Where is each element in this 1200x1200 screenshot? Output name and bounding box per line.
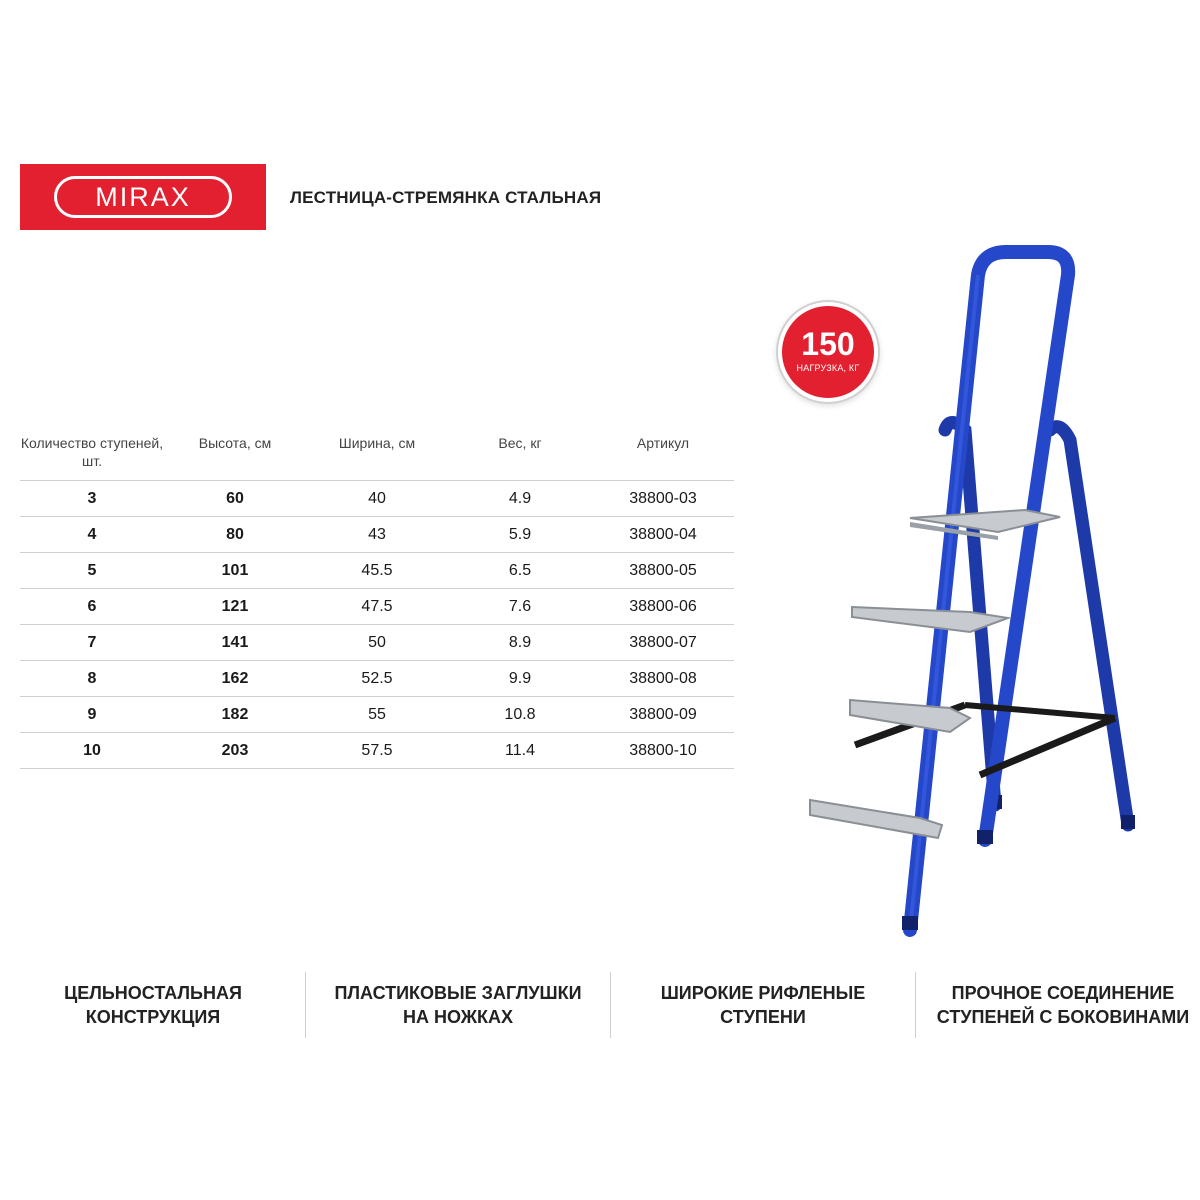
cell-height: 141 (164, 625, 306, 661)
feature-item (320, 972, 596, 1038)
load-value: 150 (801, 326, 855, 362)
table-row (20, 481, 734, 517)
feature-item (926, 972, 1200, 1038)
cell-weight: 8.9 (448, 625, 592, 661)
feature-line: ПРОЧНОЕ СОЕДИНЕНИЕ (951, 983, 1175, 1003)
cell-steps: 8 (20, 661, 164, 697)
feature-line: СТУПЕНИ (720, 1007, 806, 1027)
cell-steps: 5 (20, 553, 164, 589)
header-weight: Вес, кг (448, 430, 592, 481)
cell-weight: 6.5 (448, 553, 592, 589)
feature-item (60, 972, 246, 1038)
feature-line: ПЛАСТИКОВЫЕ ЗАГЛУШКИ (334, 983, 582, 1003)
cell-height: 60 (164, 481, 306, 517)
cell-weight: 7.6 (448, 589, 592, 625)
cell-width: 47.5 (306, 589, 448, 625)
cell-article: 38800-08 (592, 661, 734, 697)
cell-height: 203 (164, 733, 306, 769)
product-title: ЛЕСТНИЦА-СТРЕМЯНКА СТАЛЬНАЯ (290, 188, 602, 207)
cell-weight: 11.4 (448, 733, 592, 769)
feature-item (640, 972, 886, 1038)
cell-article: 38800-09 (592, 697, 734, 733)
cell-height: 80 (164, 517, 306, 553)
cell-width: 40 (306, 481, 448, 517)
cell-steps: 9 (20, 697, 164, 733)
table-header-row (20, 430, 734, 481)
table-row (20, 553, 734, 589)
feature-divider (610, 972, 611, 1038)
feature-divider (305, 972, 306, 1038)
feature-line: НА НОЖКАХ (402, 1007, 514, 1027)
cell-width: 57.5 (306, 733, 448, 769)
cell-height: 121 (164, 589, 306, 625)
load-label: НАГРУЗКА, КГ (796, 363, 860, 373)
cell-article: 38800-05 (592, 553, 734, 589)
cell-steps: 6 (20, 589, 164, 625)
cell-article: 38800-03 (592, 481, 734, 517)
feature-line: СТУПЕНЕЙ С БОКОВИНАМИ (936, 1007, 1190, 1027)
feature-divider (915, 972, 916, 1038)
cell-width: 52.5 (306, 661, 448, 697)
cell-width: 50 (306, 625, 448, 661)
cell-steps: 4 (20, 517, 164, 553)
cell-weight: 10.8 (448, 697, 592, 733)
feature-line: ЦЕЛЬНОСТАЛЬНАЯ (64, 983, 242, 1003)
features-bar (0, 972, 1200, 1038)
logo-text: MIRAX (54, 176, 232, 218)
cell-weight: 4.9 (448, 481, 592, 517)
spec-table (20, 430, 734, 769)
cell-height: 162 (164, 661, 306, 697)
ladder-illustration (770, 240, 1190, 940)
cell-height: 101 (164, 553, 306, 589)
cell-article: 38800-06 (592, 589, 734, 625)
cell-steps: 3 (20, 481, 164, 517)
header-width: Ширина, см (306, 430, 448, 481)
cell-weight: 5.9 (448, 517, 592, 553)
cell-width: 55 (306, 697, 448, 733)
header-height: Высота, см (164, 430, 306, 481)
cell-steps: 7 (20, 625, 164, 661)
header-steps: Количество ступеней, шт. (20, 430, 164, 481)
cell-article: 38800-04 (592, 517, 734, 553)
cell-height: 182 (164, 697, 306, 733)
feature-line: КОНСТРУКЦИЯ (85, 1007, 221, 1027)
table-row (20, 733, 734, 769)
header-article: Артикул (592, 430, 734, 481)
cell-weight: 9.9 (448, 661, 592, 697)
table-row (20, 697, 734, 733)
table-row (20, 625, 734, 661)
cell-article: 38800-10 (592, 733, 734, 769)
table-row (20, 517, 734, 553)
brand-logo (20, 164, 266, 230)
table-row (20, 661, 734, 697)
cell-width: 43 (306, 517, 448, 553)
cell-article: 38800-07 (592, 625, 734, 661)
cell-steps: 10 (20, 733, 164, 769)
table-row (20, 589, 734, 625)
cell-width: 45.5 (306, 553, 448, 589)
feature-line: ШИРОКИЕ РИФЛЕНЫЕ (660, 983, 866, 1003)
